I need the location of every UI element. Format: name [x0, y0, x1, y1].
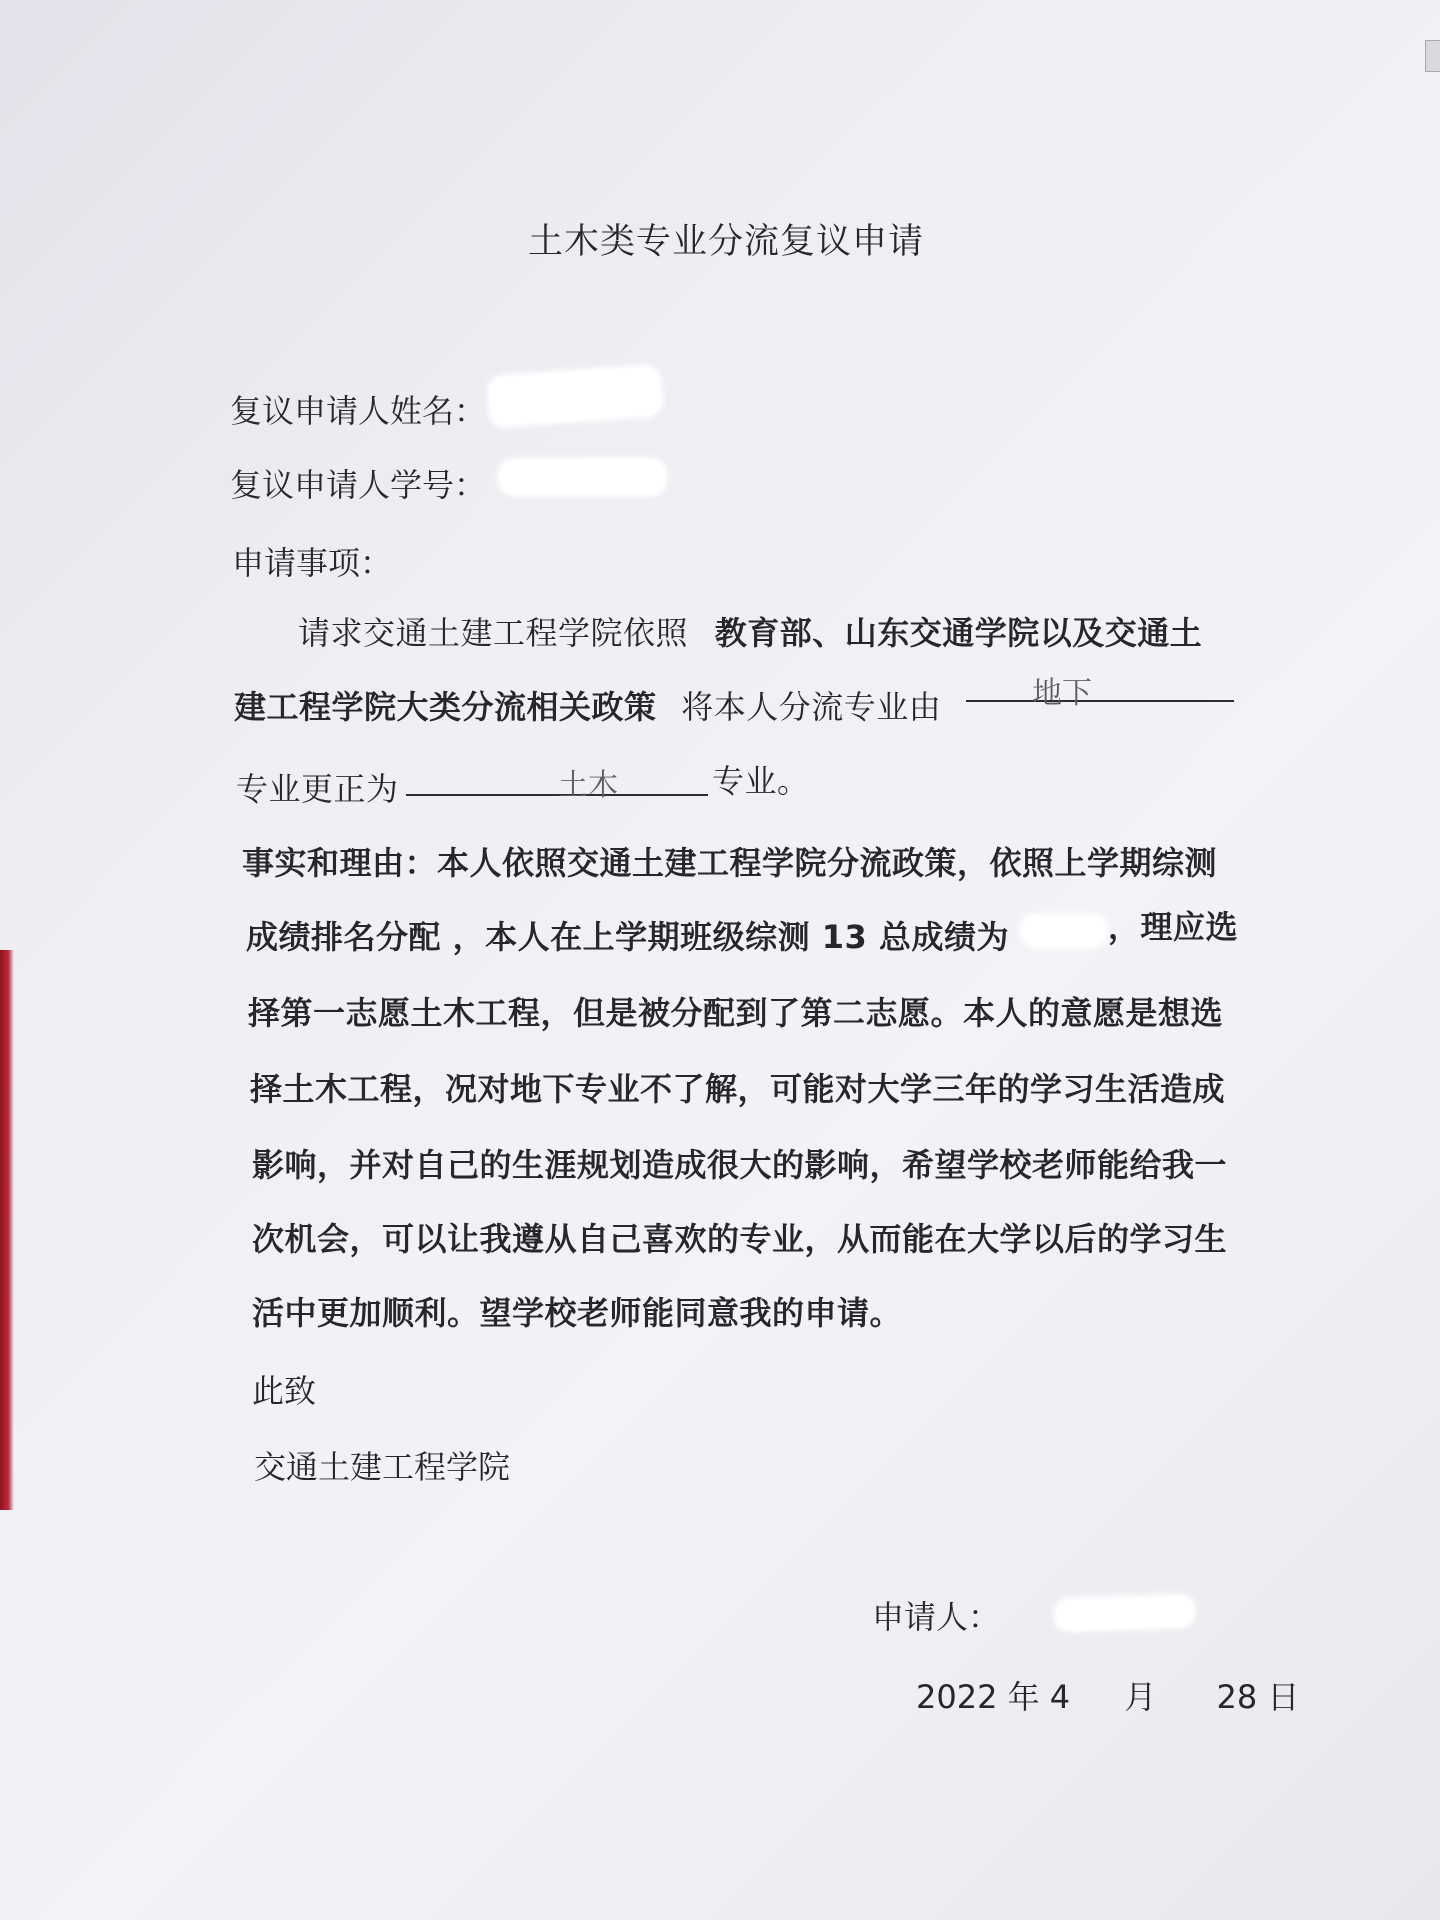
reason-line-4: 择土木工程，况对地下专业不了解，可能对大学三年的学习生活造成	[250, 1070, 1226, 1108]
policy-text-2: 建工程学院大类分流相关政策	[234, 688, 657, 726]
to-major-value: 土木	[558, 768, 618, 803]
request-text-2: 将本人分流专业由	[681, 688, 942, 726]
document-title: 土木类专业分流复议申请	[528, 222, 925, 262]
date-year: 2022	[916, 1678, 998, 1716]
date-month-unit: 月	[1124, 1678, 1157, 1716]
to-major-underline	[406, 794, 708, 796]
date-day-unit: 日	[1267, 1678, 1300, 1716]
date-day: 28	[1216, 1678, 1258, 1716]
student-id-label: 复议申请人学号：	[230, 466, 487, 504]
closing-salutation: 此致	[252, 1372, 317, 1410]
redacted-applicant-signature	[1056, 1596, 1195, 1631]
matter-label: 申请事项：	[232, 544, 393, 582]
redacted-score	[1022, 916, 1106, 946]
paper-corner-tab	[1425, 40, 1440, 72]
recipient: 交通土建工程学院	[254, 1448, 511, 1486]
request-text-3: 专业更正为	[236, 770, 399, 808]
redacted-name	[489, 366, 662, 426]
request-text-4: 专业。	[712, 762, 810, 800]
date-year-unit: 年	[1007, 1678, 1040, 1716]
from-major-underline	[966, 700, 1234, 702]
applicant-label: 申请人：	[872, 1598, 1001, 1636]
request-line-1	[298, 608, 1202, 654]
reason-line-7: 活中更加顺利。望学校老师能同意我的申请。	[252, 1294, 903, 1332]
reason-line-2-end: ，理应选	[1108, 908, 1239, 946]
policy-text-1: 教育部、山东交通学院以及交通土	[714, 614, 1203, 652]
date-month: 4	[1049, 1678, 1071, 1716]
redacted-student-id	[500, 460, 665, 494]
reason-line-3: 择第一志愿土木工程，但是被分配到了第二志愿。本人的意愿是想选	[248, 994, 1224, 1032]
from-major-value: 地下	[1032, 676, 1092, 711]
request-line-2	[234, 682, 941, 728]
reason-line-2: 成绩排名分配 ，本人在上学期班级综测 13 总成绩为	[246, 918, 1009, 956]
name-label: 复议申请人姓名：	[230, 392, 487, 430]
reason-line-5: 影响，并对自己的生涯规划造成很大的影响，希望学校老师能给我一	[252, 1146, 1228, 1184]
request-text-1: 请求交通土建工程学院依照	[298, 614, 689, 652]
red-folder-edge	[0, 950, 14, 1510]
reason-line-1: 事实和理由：本人依照交通土建工程学院分流政策，依照上学期综测	[242, 844, 1218, 882]
application-date	[916, 1672, 1299, 1718]
reason-line-6: 次机会，可以让我遵从自己喜欢的专业，从而能在大学以后的学习生	[252, 1220, 1228, 1258]
